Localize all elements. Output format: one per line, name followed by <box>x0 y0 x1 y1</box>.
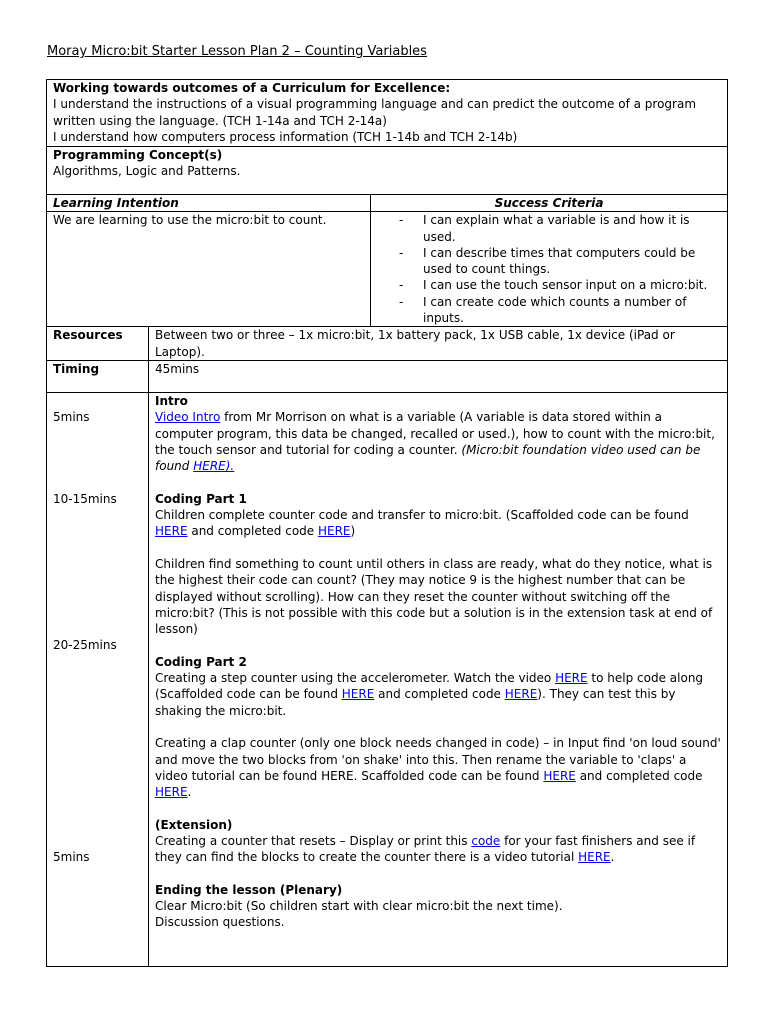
extension-heading: (Extension) <box>155 817 233 832</box>
success-criteria-cell <box>371 212 728 327</box>
lesson-plan-table <box>46 79 728 967</box>
part2-text: and completed code <box>374 687 505 702</box>
outcomes-heading: Working towards outcomes of a Curriculum for Excellence: <box>53 81 451 95</box>
concepts-row <box>47 147 728 195</box>
concepts-heading: Programming Concept(s) <box>53 148 223 162</box>
plenary-line-2: Discussion questions. <box>155 915 285 930</box>
intro-italic-text: (Micro:bit foundation video used can be found <box>155 442 701 474</box>
part2-text: . <box>187 785 192 800</box>
part1-completed-link[interactable]: HERE <box>317 524 351 539</box>
time-intro: 5mins <box>53 410 90 425</box>
part2-paragraph-2 <box>155 735 721 800</box>
extension-video-link[interactable]: HERE <box>578 850 611 865</box>
time-column <box>47 392 149 966</box>
time-part1: 10-15mins <box>53 491 117 506</box>
criteria-item: - I can describe times that computers could be used to count things. <box>377 245 721 278</box>
outcome-line-1: I understand the instructions of a visual programming language and can predict the outcome of a program written using the language. (TCH 1-14a and TCH 2-14a) <box>53 97 697 128</box>
criteria-item: - I can use the touch sensor input on a micro:bit. <box>377 277 721 293</box>
part2-text: Creating a clap counter (only one block needs changed in code) – in Input find 'on loud sound' and move the two blocks from 'on shake' into this. Then rename the variable to 'claps' a video tutorial can be found HERE. Scaffolded code can be found <box>155 736 721 783</box>
part1-text: Children complete counter code and transfer to micro:bit. (Scaffolded code can be found <box>155 508 689 523</box>
success-criteria-heading: Success Criteria <box>371 195 728 212</box>
part2-text: and completed code <box>575 768 703 783</box>
part2-text: Creating a step counter using the accelerometer. Watch the video <box>155 671 556 686</box>
part1-paragraph <box>155 507 721 540</box>
intro-text: from Mr Morrison on what is a variable (A variable is data stored within a computer program, this data be changed, recalled or used.), how to count with the micro:bit, the touch sensor and tutorial for coding a counter. <box>155 410 715 457</box>
lesson-body-row <box>47 392 728 966</box>
part2-text: ). They can test this by shaking the micro:bit. <box>155 687 676 718</box>
part2-paragraph <box>155 670 721 719</box>
part2-heading: Coding Part 2 <box>155 654 247 669</box>
time-part2: 20-25mins <box>53 638 117 653</box>
part1-scaffolded-link[interactable]: HERE <box>155 524 188 539</box>
criteria-item: - I can create code which counts a number of inputs. <box>377 294 721 327</box>
part2-text: to help code along (Scaffolded code can be found <box>155 671 704 702</box>
page-title: Moray Micro:bit Starter Lesson Plan 2 – Counting Variables <box>47 44 427 59</box>
plenary-line-1: Clear Micro:bit (So children start with clear micro:bit the next time). <box>155 899 563 914</box>
part2-completed-link[interactable]: HERE <box>504 687 538 702</box>
resources-label: Resources <box>47 327 149 361</box>
part1-text: ) <box>350 524 356 539</box>
extension-text: . <box>610 850 615 865</box>
resources-row <box>47 327 728 361</box>
timing-label: Timing <box>47 360 149 392</box>
concepts-text: Algorithms, Logic and Patterns. <box>53 164 241 179</box>
intention-criteria-header-row <box>47 195 728 212</box>
intention-criteria-row <box>47 212 728 327</box>
success-criteria-list <box>377 212 721 326</box>
timing-row <box>47 360 728 392</box>
intro-heading: Intro <box>155 393 188 408</box>
intro-paragraph <box>155 409 721 474</box>
outcomes-row <box>47 80 728 147</box>
extension-text: for your fast finishers and see if they can find the blocks to create the counter there is a video tutorial <box>155 833 696 865</box>
part1-heading: Coding Part 1 <box>155 491 247 506</box>
outcomes-cell <box>47 80 728 147</box>
clap-scaffolded-link[interactable]: HERE <box>543 768 576 783</box>
part2-video-link[interactable]: HERE <box>555 671 588 686</box>
extension-paragraph <box>155 833 721 866</box>
lesson-content <box>149 392 728 966</box>
extension-code-link[interactable]: code <box>471 833 501 848</box>
part2-scaffolded-link[interactable]: HERE <box>341 687 375 702</box>
part1-text: and completed code <box>187 524 318 539</box>
part1-paragraph-2: Children find something to count until others in class are ready, what do they notice, what is the highest their code can count? (They may notice 9 is the highest number that can be displayed without scrolling). How can they reset the counter without switching off the micro:bit? (This is not possible with this code but a solution is in the extension task at end of lesson) <box>155 556 713 637</box>
outcome-line-2: I understand how computers process information (TCH 1-14b and TCH 2-14b) <box>53 129 518 144</box>
resources-text: Between two or three – 1x micro:bit, 1x battery pack, 1x USB cable, 1x device (iPad or Laptop). <box>149 327 728 361</box>
time-plenary: 5mins <box>53 850 90 865</box>
video-intro-link[interactable]: Video Intro <box>155 410 221 425</box>
plenary-heading: Ending the lesson (Plenary) <box>155 882 343 897</box>
criteria-item: - I can explain what a variable is and how it is used. <box>377 212 721 245</box>
foundation-video-link[interactable]: HERE). <box>193 459 235 474</box>
learning-intention-text: We are learning to use the micro:bit to count. <box>47 212 371 327</box>
extension-text: Creating a counter that resets – Display or print this <box>155 833 472 848</box>
clap-completed-link[interactable]: HERE <box>155 785 188 800</box>
concepts-cell <box>47 147 728 195</box>
timing-text: 45mins <box>149 360 728 392</box>
learning-intention-heading: Learning Intention <box>47 195 371 212</box>
